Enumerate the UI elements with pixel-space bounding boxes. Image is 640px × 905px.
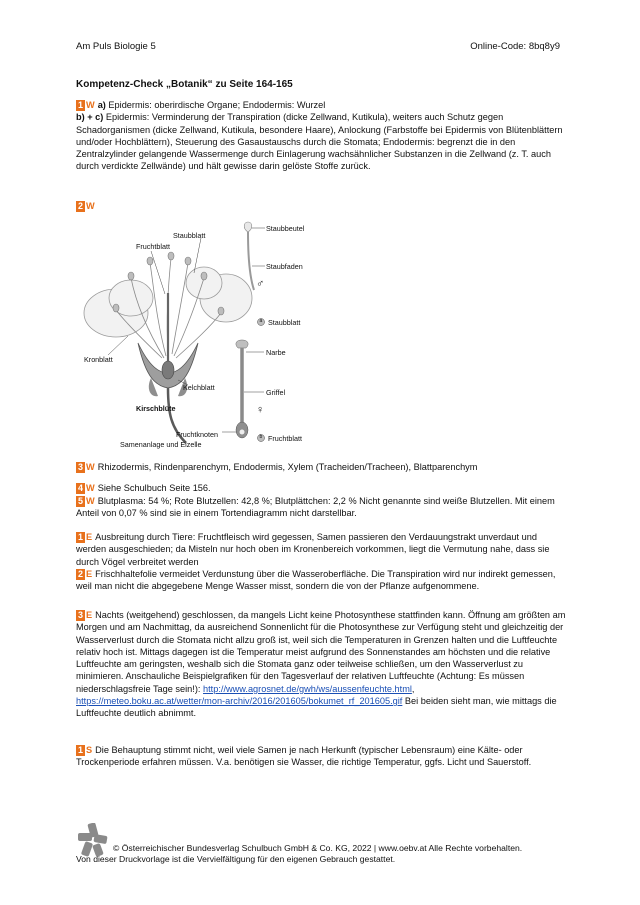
flower-illustration <box>76 218 336 458</box>
part-a-label: a) <box>97 100 106 110</box>
task-number-badge: 3 <box>78 610 84 620</box>
label-staubblatt-legend: Staubblatt <box>268 318 301 327</box>
task-type-label: W <box>86 483 95 493</box>
label-kirschbluete: Kirschblüte <box>136 404 176 413</box>
label-narbe: Narbe <box>266 348 286 357</box>
part-a-text: Epidermis: oberirdische Organe; Endodermis: Wurzel <box>108 100 326 110</box>
answer-1e <box>76 531 566 568</box>
part-bc-text: Epidermis: Verminderung der Transpiration (dicke Zellwand, Kutikula), weiters auch Schutz gegen Schadorganismen (dicke Zellwand, Kutikula, besondere Haare), Anlockung (Farbstoffe bei Epidermis von Blütenblättern und/oder Hochblättern), Steuerung des Gasaustauschs durch die Stomata; Endodermis: begrenzt die in den Zentralzylinder gelangende Wassermenge durch Einlagerung wachsähnlicher Substanzen in die Zellwand (z. T. auch durch verdickte Zellwände) und hält gewisse darin gelöste Stoffe zurück. <box>76 112 563 172</box>
task-number-badge: 2 <box>78 569 84 579</box>
male-symbol: ♂ <box>256 278 265 290</box>
task-number-badge: 2 <box>78 201 84 211</box>
label-griffel: Griffel <box>266 388 286 397</box>
answer-1w <box>76 99 566 173</box>
online-code: Online-Code: 8bq8y9 <box>470 41 560 52</box>
task-type-label: E <box>86 610 93 620</box>
answer-text: Rhizodermis, Rindenparenchym, Endodermis, Xylem (Tracheiden/Tracheen), Blattparenchym <box>97 462 478 472</box>
answer-5w <box>76 495 566 520</box>
label-kronblatt: Kronblatt <box>84 355 113 364</box>
task-type-label: S <box>86 745 93 755</box>
task-type-label: E <box>86 532 93 542</box>
filament <box>248 232 254 290</box>
task-type-label: W <box>86 201 95 211</box>
answer-2e <box>76 568 566 593</box>
stigma <box>236 340 248 348</box>
label-fruchtknoten: Fruchtknoten <box>176 430 218 439</box>
task-type-label: E <box>86 569 93 579</box>
label-samenanlage: Samenanlage und Eizelle <box>120 440 202 449</box>
answer-text: Blutplasma: 54 %; Rote Blutzellen: 42,8 %; Blutplättchen: 2,2 % Nicht genannte sind weiße Blutzellen. Mit einem Anteil von 0,07 % sind sie in einem Tortendiagramm nicht darstellbar. <box>76 496 555 519</box>
answer-4w <box>76 482 566 494</box>
answer-text: Frischhaltefolie vermeidet Verdunstung über die Wasseroberfläche. Die Transpiration wird nur indirekt gemessen, weil man nicht die abgegebene Menge Wasser misst, sondern die von der Pflanze aufgenommene. <box>76 569 556 592</box>
part-bc-label: b) + c) <box>76 112 104 123</box>
legend-b-letter: b <box>259 434 263 440</box>
copyright-line: © Österreichischer Bundesverlag Schulbuch GmbH & Co. KG, 2022 | www.oebv.at Alle Rechte vorbehalten. <box>113 843 523 853</box>
ovary <box>162 361 174 379</box>
answer-3w <box>76 461 566 473</box>
answer-1s <box>76 744 566 769</box>
answer-tail: Bei beiden sieht man, wie mittags die Luftfeuchte deutlich abnimmt. <box>76 696 557 719</box>
link-boku[interactable]: https://meteo.boku.ac.at/wetter/mon-archiv/2016/201605/bokumet_rf_201605.gif <box>76 696 403 707</box>
task-type-label: W <box>86 100 95 110</box>
answer-3e <box>76 609 566 720</box>
link-agrosnet[interactable]: http://www.agrosnet.de/gwh/ws/aussenfeuchte.html <box>203 683 412 694</box>
task-number-badge: 1 <box>78 100 84 110</box>
copyright-footer <box>76 843 566 865</box>
answer-2w-heading <box>76 200 566 212</box>
task-number-badge: 5 <box>78 496 84 506</box>
answer-text: Die Behauptung stimmt nicht, weil viele Samen je nach Herkunft (typischer Lebensraum) eine Kälte- oder Trockenperiode erfahren müssen. V.a. benötigen sie Wasser, die richtige Temperatur, ggfs. Licht und Sauerstoff. <box>76 745 532 768</box>
label-staubfaden: Staubfaden <box>266 262 303 271</box>
answer-text: Nachts (weitgehend) geschlossen, da mangels Licht keine Photosynthese stattfinden kann. Öffnung am größten am Morgen und am Nachmittag, da ausreichend Sonnenlicht für die Photosynthese zur Verfügung steht und gleichzeitig der Wasserverlust durch die Stomata nicht allzu groß ist, weil sich die Temperaturen in Grenzen halten und die Luftfeuchte relativ hoch ist. Mittags dagegen ist die Temperatur meist aufgrund des Sonnenstandes am höchsten und die relative Luftfeuchte am geringsten, weshalb sich die Stomata ganz oder teilweise schließen, um den Wasserverlust zu minimieren. Anschauliche Beispielgrafiken für den Tagesverlauf der relativen Luftfeuchte (Achtung: Es müssen niederschlagsfreie Tage sein!): <box>76 610 566 694</box>
book-title: Am Puls Biologie 5 <box>76 41 156 52</box>
female-symbol: ♀ <box>256 404 265 416</box>
page-title: Kompetenz-Check „Botanik“ zu Seite 164-165 <box>76 79 293 90</box>
label-fruchtblatt-legend: Fruchtblatt <box>268 434 302 443</box>
task-number-badge: 3 <box>78 462 84 472</box>
link-separator: , <box>411 683 415 694</box>
label-staubblatt: Staubblatt <box>173 231 206 240</box>
usage-notice: Von dieser Druckvorlage ist die Vervielfältigung für den eigenen Gebrauch gestattet. <box>76 854 396 864</box>
answer-text: Siehe Schulbuch Seite 156. <box>97 483 211 493</box>
cherry-blossom-diagram <box>76 218 336 458</box>
label-staubbeutel: Staubbeutel <box>266 224 305 233</box>
legend-a-letter: a <box>259 318 263 324</box>
task-type-label: W <box>86 462 95 472</box>
anther <box>244 222 252 232</box>
answer-text: Ausbreitung durch Tiere: Fruchtfleisch wird gegessen, Samen passieren den Verdauungstrakt unverdaut und werden ausgeschieden; da Misteln nur hoch oben im Kronenbereich vorkommen, liegt die Vermutung nahe, dass sie durch Vögel verbreitet werden <box>76 532 550 567</box>
task-number-badge: 1 <box>78 532 84 542</box>
task-number-badge: 4 <box>78 483 84 493</box>
task-type-label: W <box>86 496 95 506</box>
task-number-badge: 1 <box>78 745 84 755</box>
label-fruchtblatt: Fruchtblatt <box>136 242 170 251</box>
label-kelchblatt: Kelchblatt <box>183 383 215 392</box>
